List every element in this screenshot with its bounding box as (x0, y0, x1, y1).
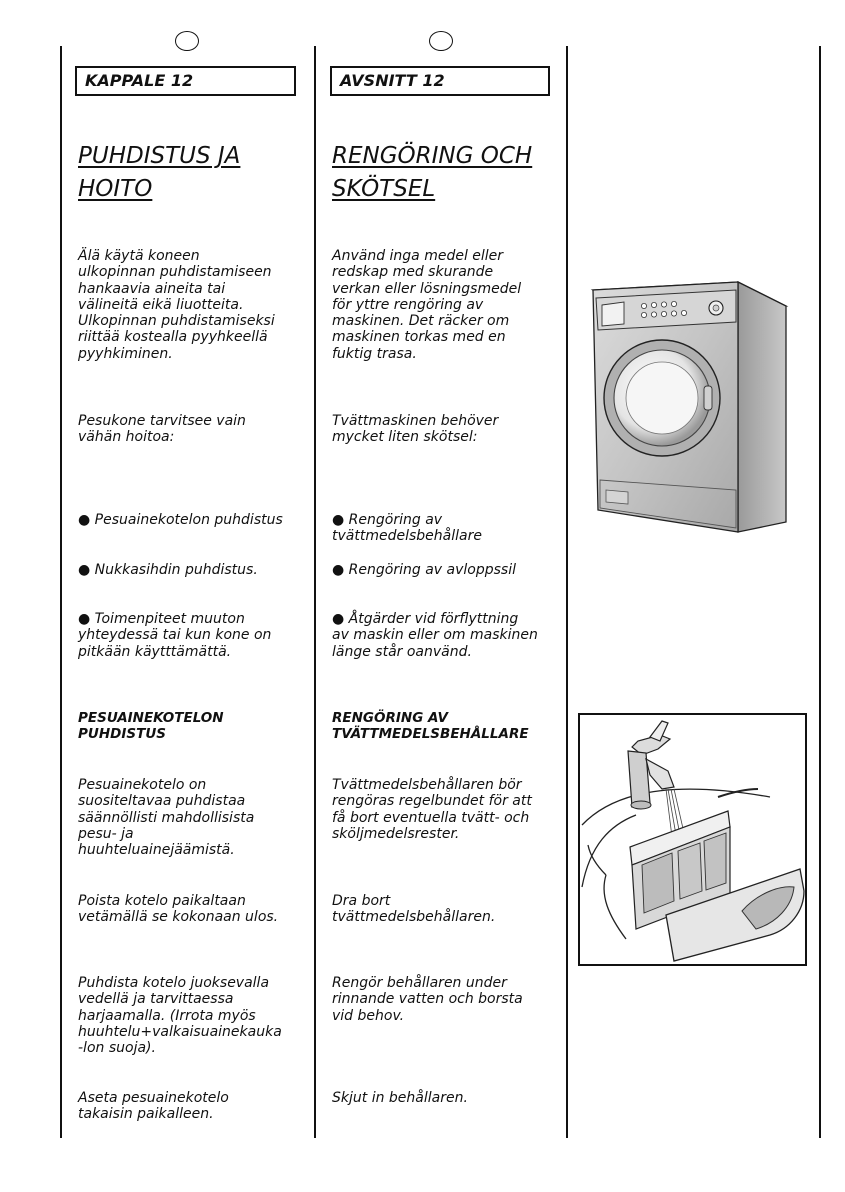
text-line: Dra bort (332, 893, 391, 909)
text-line: Pesuainekotelo on (78, 777, 207, 793)
text-line: ● Åtgärder vid förflyttning (332, 611, 560, 627)
column-divider-center (314, 46, 316, 1138)
text-line: Aseta pesuainekotelo (78, 1090, 229, 1106)
text-line: pitkään käytttämättä. (78, 643, 232, 660)
text-line: ● Rengöring av avloppssil (332, 562, 557, 578)
text-line: TVÄTTMEDELSBEHÅLLARE (332, 726, 529, 743)
text-line: tvättmedelsbehållare (332, 528, 482, 545)
text-line: tvättmedelsbehållaren. (332, 909, 496, 926)
text-line: huuhteluainejäämistä. (78, 842, 235, 859)
text-line: harjaamalla. (Irrota myös (78, 1007, 256, 1024)
chapter-heading-fi: KAPPALE 12 (75, 66, 296, 96)
chapter-heading-sv: AVSNITT 12 (330, 66, 550, 96)
text-line: RENGÖRING OCH (332, 143, 533, 169)
paragraph-fi-maintenance (78, 413, 303, 446)
text-line: pyyhkiminen. (78, 345, 173, 362)
text-line: säännöllisti mahdollisista (78, 809, 255, 826)
detergent-drawer-tap-illustration (580, 715, 805, 964)
text-line: PESUAINEKOTELON (78, 710, 224, 726)
bullet-fi-moving (78, 611, 303, 660)
text-line: yhteydessä tai kun kone on (78, 627, 272, 644)
text-line: för yttre rengöring av (332, 296, 484, 313)
text-line: maskinen torkas med en (332, 329, 506, 346)
paragraph-sv-exterior (332, 248, 557, 362)
bullet-sv-moving (332, 611, 560, 660)
text-line: Skjut in behållaren. (332, 1090, 468, 1106)
subheading-sv-detergent (332, 710, 557, 743)
text-line: redskap med skurande (332, 264, 494, 281)
bullet-fi-filter (78, 562, 303, 578)
text-line: vedellä ja tarvittaessa (78, 991, 234, 1008)
bullet-sv-filter (332, 562, 557, 578)
text-line: Tvättmedelsbehållaren bör (332, 777, 522, 793)
text-line: huuhtelu+valkaisuainekauka (78, 1023, 282, 1040)
text-line: rinnande vatten och borsta (332, 991, 523, 1008)
paragraph-fi-clean (78, 975, 310, 1056)
column-divider-edge (819, 46, 821, 1138)
text-line: Puhdista kotelo juoksevalla (78, 975, 270, 991)
text-line: Tvättmaskinen behöver (332, 413, 499, 429)
text-line: rengöras regelbundet för att (332, 793, 532, 810)
text-line: få bort eventuella tvätt- och (332, 809, 530, 826)
paragraph-fi-replace (78, 1090, 303, 1123)
text-line: PUHDISTUS JA (78, 143, 241, 169)
text-line: vid behov. (332, 1007, 405, 1024)
text-line: vetämällä se kokonaan ulos. (78, 909, 279, 926)
text-line: ulkopinnan puhdistamiseen (78, 264, 272, 281)
language-marker-fi (175, 31, 199, 51)
text-line: hankaavia aineita tai (78, 280, 226, 297)
text-line: PUHDISTUS (78, 726, 167, 743)
text-line: välineitä eikä liuotteita. (78, 296, 244, 313)
language-marker-sv (429, 31, 453, 51)
text-line: maskinen. Det räcker om (332, 313, 510, 330)
text-line: suositeltavaa puhdistaa (78, 793, 246, 810)
text-line: Poista kotelo paikaltaan (78, 893, 246, 909)
text-line: -lon suoja). (78, 1040, 156, 1057)
text-line: länge står oanvänd. (332, 643, 472, 660)
column-divider-left (60, 46, 62, 1138)
text-line: ● Nukkasihdin puhdistus. (78, 562, 303, 578)
text-line: Använd inga medel eller (332, 248, 504, 264)
bullet-fi-detergent (78, 512, 310, 528)
text-line: sköljmedelsrester. (332, 825, 460, 842)
text-line: Älä käytä koneen (78, 248, 200, 264)
paragraph-sv-detergent (332, 777, 560, 842)
text-line: mycket liten skötsel: (332, 429, 478, 446)
text-line: fuktig trasa. (332, 345, 417, 362)
text-line: av maskin eller om maskinen (332, 627, 538, 644)
text-line: takaisin paikalleen. (78, 1106, 214, 1123)
text-line: vähän hoitoa: (78, 429, 175, 446)
paragraph-fi-remove (78, 893, 310, 926)
subheading-fi-detergent (78, 710, 303, 743)
column-divider-right (566, 46, 568, 1138)
figure-frame (578, 713, 807, 966)
text-line: RENGÖRING AV (332, 710, 448, 726)
text-line: verkan eller lösningsmedel (332, 280, 522, 297)
paragraph-fi-exterior (78, 248, 303, 362)
paragraph-fi-detergent (78, 777, 303, 858)
text-line: Ulkopinnan puhdistamiseksi (78, 313, 275, 330)
paragraph-sv-clean (332, 975, 557, 1024)
section-title-fi (78, 140, 308, 206)
paragraph-sv-remove (332, 893, 557, 926)
text-line: SKÖTSEL (332, 176, 436, 202)
text-line: HOITO (78, 176, 153, 202)
paragraph-sv-replace (332, 1090, 557, 1106)
text-line: ● Toimenpiteet muuton (78, 611, 303, 627)
text-line: Rengör behållaren under (332, 975, 507, 991)
text-line: riittää kostealla pyyhkeellä (78, 329, 268, 346)
text-line: ● Pesuainekotelon puhdistus (78, 512, 310, 528)
bullet-sv-detergent (332, 512, 557, 545)
text-line: ● Rengöring av (332, 512, 557, 528)
paragraph-sv-maintenance (332, 413, 557, 446)
washing-machine-illustration (588, 280, 794, 542)
text-line: Pesukone tarvitsee vain (78, 413, 246, 429)
section-title-sv (332, 140, 562, 206)
text-line: pesu- ja (78, 825, 134, 842)
